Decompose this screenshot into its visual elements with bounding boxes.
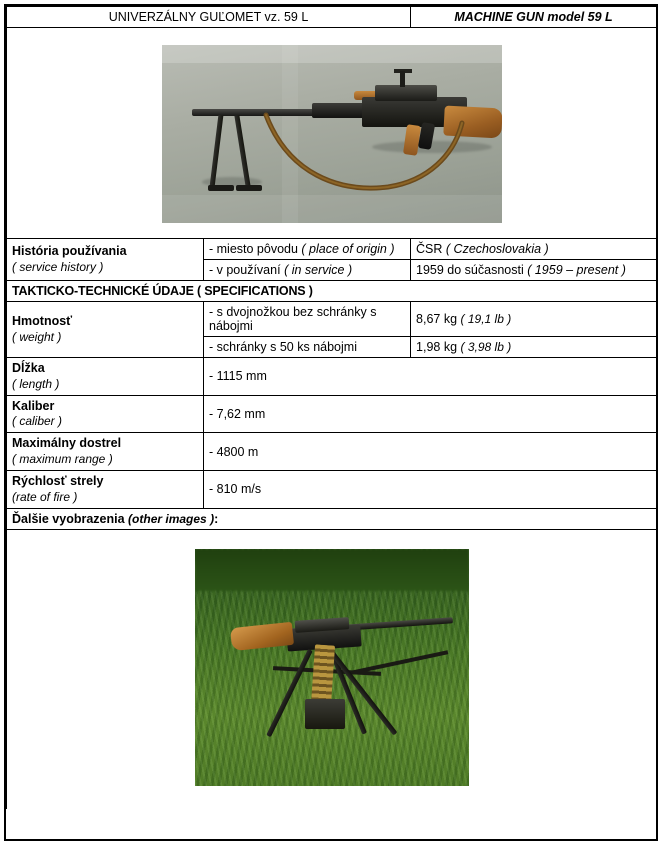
- history-label-cell: [7, 239, 204, 281]
- table-row-max-range: [7, 433, 657, 471]
- in-service-value: [411, 260, 657, 281]
- weight-ammobox-imperial: ( 3,98 lb ): [460, 340, 512, 354]
- table-row-specifications-title: [7, 281, 657, 302]
- length-label-sk: Dĺžka: [12, 361, 45, 375]
- table-row-rate-of-fire: [7, 470, 657, 508]
- rate-of-fire-label-en: (rate of fire ): [12, 489, 78, 504]
- place-of-origin-value-en: ( Czechoslovakia ): [445, 242, 549, 256]
- weight-ammobox-key: - schránky s 50 ks nábojmi: [204, 337, 411, 358]
- place-of-origin-key-en: ( place of origin ): [301, 242, 395, 256]
- max-range-label-cell: [7, 433, 204, 471]
- length-label-en: ( length ): [12, 376, 60, 391]
- rate-of-fire-label-sk: Rýchlosť strely: [12, 473, 104, 488]
- weight-bipod-value: [411, 302, 657, 337]
- document-border: [4, 4, 658, 841]
- other-photo-cell: [7, 529, 657, 809]
- table-row-title: [7, 7, 657, 28]
- max-range-label-sk: Maximálny dostrel: [12, 436, 122, 451]
- weight-bipod-key: - s dvojnožkou bez schránky s nábojmi: [204, 302, 411, 337]
- other-images-colon: :: [214, 511, 219, 526]
- main-photo-image: [162, 45, 502, 223]
- table-row-other-images-label: [7, 508, 657, 529]
- place-of-origin-value-sk: ČSR: [416, 242, 443, 256]
- table-row-caliber: [7, 395, 657, 433]
- other-images-label-sk: Ďalšie vyobrazenia: [12, 511, 125, 526]
- caliber-value: - 7,62 mm: [204, 395, 657, 433]
- weight-bipod-imperial: ( 19,1 lb ): [460, 312, 512, 326]
- table-row-main-photo: [7, 28, 657, 239]
- specifications-title: TAKTICKO-TECHNICKÉ ÚDAJE ( SPECIFICATIONS ): [7, 281, 657, 302]
- main-photo-cell: [7, 28, 657, 239]
- place-of-origin-key-sk: - miesto pôvodu: [209, 242, 298, 256]
- in-service-value-en: ( 1959 – present ): [527, 263, 626, 277]
- table-row-place-of-origin: [7, 239, 657, 260]
- datasheet-table: [6, 6, 657, 809]
- caliber-label-en: ( caliber ): [12, 414, 63, 429]
- other-images-label-en: (other images ): [128, 511, 215, 526]
- table-row-other-photo: [7, 529, 657, 809]
- caliber-label-sk: Kaliber: [12, 398, 55, 413]
- weight-ammobox-metric: 1,98 kg: [416, 340, 458, 354]
- other-images-label: [7, 508, 657, 529]
- weight-label-sk: Hmotnosť: [12, 314, 73, 329]
- max-range-label-en: ( maximum range ): [12, 451, 113, 466]
- weight-ammobox-value: [411, 337, 657, 358]
- table-row-weight-bipod: [7, 302, 657, 337]
- place-of-origin-key: [204, 239, 411, 260]
- rate-of-fire-label-cell: [7, 470, 204, 508]
- place-of-origin-value: [411, 239, 657, 260]
- title-en: MACHINE GUN model 59 L: [411, 7, 657, 28]
- weight-label-en: ( weight ): [12, 329, 62, 344]
- in-service-value-sk: 1959 do súčasnosti: [416, 263, 524, 277]
- weight-bipod-metric: 8,67 kg: [416, 312, 458, 326]
- other-photo-image: [195, 549, 469, 786]
- rate-of-fire-value: - 810 m/s: [204, 470, 657, 508]
- max-range-value: - 4800 m: [204, 433, 657, 471]
- in-service-key-sk: - v používaní: [209, 263, 281, 277]
- in-service-key-en: ( in service ): [284, 263, 353, 277]
- weight-label-cell: [7, 302, 204, 358]
- length-value: - 1115 mm: [204, 358, 657, 396]
- length-label-cell: [7, 358, 204, 396]
- history-label-en: ( service history ): [12, 259, 104, 274]
- table-row-length: [7, 358, 657, 396]
- caliber-label-cell: [7, 395, 204, 433]
- title-sk: UNIVERZÁLNY GUĽOMET vz. 59 L: [7, 7, 411, 28]
- in-service-key: [204, 260, 411, 281]
- history-label-sk: História používania: [12, 244, 127, 259]
